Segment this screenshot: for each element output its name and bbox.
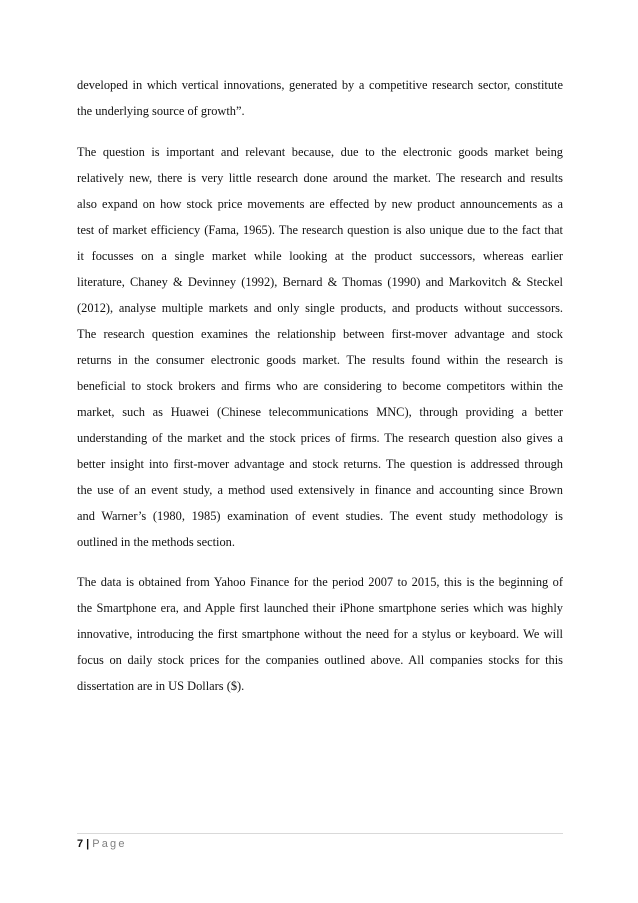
text-line: understanding of the market and the stock prices of firms. The research question also gives a [77,430,563,445]
body-text [77,72,563,699]
paragraph-gap [77,124,563,139]
footer-separator: | [86,838,90,850]
text-line: test of market efficiency (Fama, 1965). The research question is also unique due to the fact that [77,222,563,237]
page-number: 7 [77,838,84,850]
text-line: the underlying source of growth”. [77,104,245,118]
paragraph-gap [77,555,563,570]
text-line: market, such as Huawei (Chinese telecommunications MNC), through providing a better [77,404,563,419]
text-line: The research question examines the relationship between first-mover advantage and stock [77,326,563,341]
text-line: better insight into first-mover advantage and stock returns. The question is addressed through [77,456,563,471]
text-line: literature, Chaney & Devinney (1992), Bernard & Thomas (1990) and Markovitch & Steckel [77,274,563,289]
text-line: it focusses on a single market while looking at the product successors, whereas earlier [77,248,563,263]
text-line: and Warner’s (1980, 1985) examination of event studies. The event study methodology is [77,508,563,523]
footer-divider [77,833,563,834]
text-line: The data is obtained from Yahoo Finance for the period 2007 to 2015, this is the beginning of [77,575,563,589]
text-line: beneficial to stock brokers and firms who are considering to become competitors within the [77,378,563,393]
text-line: innovative, introducing the first smartphone without the need for a stylus or keyboard. We will [77,627,563,641]
text-line: The question is important and relevant because, due to the electronic goods market being [77,144,563,159]
text-line: outlined in the methods section. [77,534,235,549]
page-label: Page [92,838,127,850]
page-footer [77,838,127,850]
text-line: also expand on how stock price movements are effected by new product announcements as a [77,196,563,211]
text-line: returns in the consumer electronic goods market. The results found within the research is [77,352,563,367]
text-line: focus on daily stock prices for the companies outlined above. All companies stocks for this [77,653,563,667]
text-line: relatively new, there is very little research done around the market. The research and results [77,170,563,185]
text-line: developed in which vertical innovations, generated by a competitive research sector, constitute [77,78,563,92]
text-line: the use of an event study, a method used extensively in finance and accounting since Brown [77,482,563,497]
text-line: (2012), analyse multiple markets and only single products, and products without successors. [77,300,563,315]
text-line: dissertation are in US Dollars ($). [77,679,245,693]
text-line: the Smartphone era, and Apple first launched their iPhone smartphone series which was highly [77,601,563,615]
